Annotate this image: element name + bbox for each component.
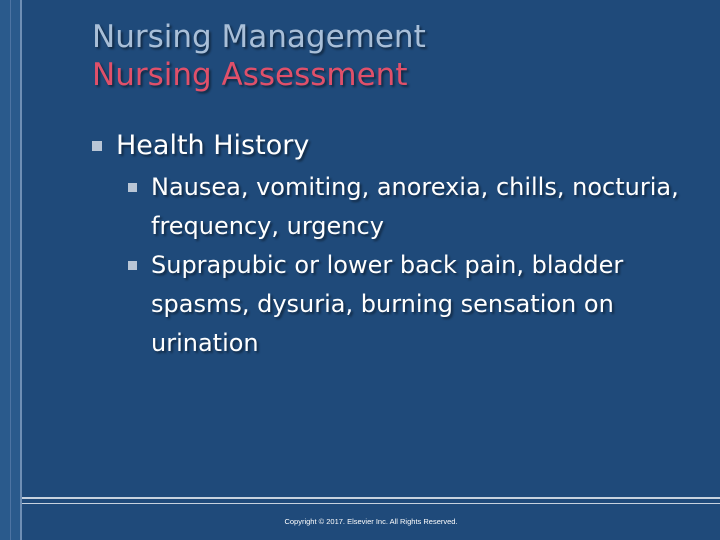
left-decorative-border [0, 0, 22, 540]
sub-bullet-list [128, 168, 702, 363]
bullet-level2 [128, 168, 702, 246]
footer-divider-thin [22, 503, 720, 504]
square-bullet-icon [128, 261, 137, 270]
slide-title: Nursing Management [92, 19, 426, 55]
bullet-level1 [92, 126, 702, 166]
slide-title-area [92, 18, 426, 94]
bullet-list [92, 126, 702, 363]
footer-divider [22, 497, 720, 499]
sub-bullet-text: Suprapubic or lower back pain, bladder spasms, dysuria, burning sensation on urination [151, 251, 624, 357]
bullet-level2 [128, 246, 702, 363]
slide-subtitle: Nursing Assessment [92, 57, 408, 93]
square-bullet-icon [92, 141, 102, 151]
bullet-text: Health History [116, 130, 310, 161]
square-bullet-icon [128, 183, 137, 192]
sub-bullet-text: Nausea, vomiting, anorexia, chills, nocturia, frequency, urgency [151, 173, 679, 240]
copyright-footer: Copyright © 2017. Elsevier Inc. All Rights Reserved. [284, 517, 458, 526]
